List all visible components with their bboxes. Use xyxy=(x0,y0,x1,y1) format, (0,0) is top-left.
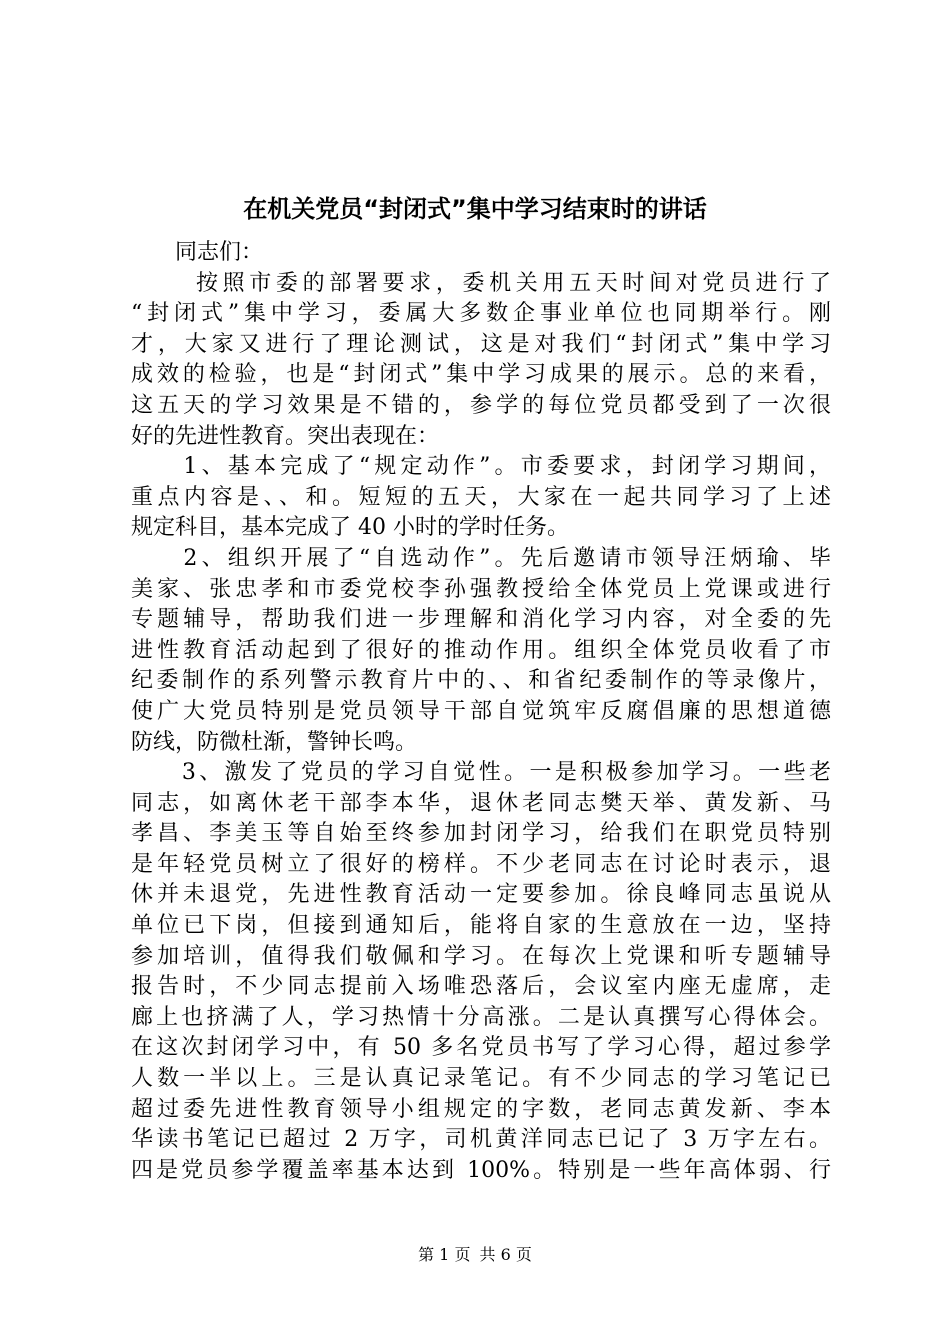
text-line: 进性教育活动起到了很好的推动作用。组织全体党员收看了市 xyxy=(131,637,831,663)
text-line: 这五天的学习效果是不错的，参学的每位党员都受到了一次很 xyxy=(131,392,831,418)
text-line: 在这次封闭学习中，有 50 多名党员书写了学习心得，超过参学 xyxy=(131,1035,831,1061)
text-line: 孝昌、李美玉等自始至终参加封闭学习，给我们在职党员特别 xyxy=(131,821,831,847)
text-line: 重点内容是、、和。短短的五天，大家在一起共同学习了上述 xyxy=(131,484,831,510)
text-line: 单位已下岗，但接到通知后，能将自家的生意放在一边，坚持 xyxy=(131,913,831,939)
text-line: 3、激发了党员的学习自觉性。一是积极参加学习。一些老 xyxy=(131,760,831,786)
text-line: 报告时，不少同志提前入场唯恐落后，会议室内座无虚席，走 xyxy=(131,974,831,1000)
text-line: 使广大党员特别是党员领导干部自觉筑牢反腐倡廉的思想道德 xyxy=(131,698,831,724)
page-footer xyxy=(0,1244,950,1266)
text-line: 防线，防微杜渐，警钟长鸣。 xyxy=(131,729,418,755)
text-line: 参加培训，值得我们敬佩和学习。在每次上党课和听专题辅导 xyxy=(131,943,831,969)
text-line: 才，大家又进行了理论测试，这是对我们“封闭式”集中学习 xyxy=(131,331,831,357)
document-title: 在机关党员“封闭式”集中学习结束时的讲话 xyxy=(243,195,707,223)
text-line: 专题辅导，帮助我们进一步理解和消化学习内容，对全委的先 xyxy=(131,607,831,633)
page-number-total: 共 6 页 xyxy=(479,1245,532,1264)
page-number-current: 第 1 页 xyxy=(418,1245,471,1264)
text-line: 2、组织开展了“自选动作”。先后邀请市领导汪炳瑜、毕 xyxy=(131,545,831,571)
text-line: 纪委制作的系列警示教育片中的、、和省纪委制作的等录像片， xyxy=(131,668,831,694)
text-line: 四是党员参学覆盖率基本达到 100%。特别是一些年高体弱、行 xyxy=(131,1157,831,1183)
text-line: 人数一半以上。三是认真记录笔记。有不少同志的学习笔记已 xyxy=(131,1066,831,1092)
text-line: 好的先进性教育。突出表现在： xyxy=(131,423,440,449)
text-line: 华读书笔记已超过 2 万字，司机黄洋同志已记了 3 万字左右。 xyxy=(131,1127,831,1153)
text-line: 成效的检验，也是“封闭式”集中学习成果的展示。总的来看， xyxy=(131,362,831,388)
text-line: “封闭式”集中学习，委属大多数企事业单位也同期举行。刚 xyxy=(131,301,831,327)
text-line: 同志，如离休老干部李本华，退休老同志樊天举、黄发新、马 xyxy=(131,790,831,816)
text-line: 超过委先进性教育领导小组规定的字数，老同志黄发新、李本 xyxy=(131,1096,831,1122)
text-line: 同志们： xyxy=(131,240,264,265)
text-line: 规定科目，基本完成了 40 小时的学时任务。 xyxy=(131,515,569,541)
text-line: 是年轻党员树立了很好的榜样。不少老同志在讨论时表示，退 xyxy=(131,851,831,877)
text-line: 美家、张忠孝和市委党校李孙强教授给全体党员上党课或进行 xyxy=(131,576,831,602)
document-body xyxy=(131,238,831,1186)
text-line: 休并未退党，先进性教育活动一定要参加。徐良峰同志虽说从 xyxy=(131,882,831,908)
text-line: 廊上也挤满了人，学习热情十分高涨。二是认真撰写心得体会。 xyxy=(131,1004,831,1030)
text-line: 1、基本完成了“规定动作”。市委要求，封闭学习期间， xyxy=(131,454,831,480)
text-line: 按照市委的部署要求，委机关用五天时间对党员进行了 xyxy=(131,270,831,296)
